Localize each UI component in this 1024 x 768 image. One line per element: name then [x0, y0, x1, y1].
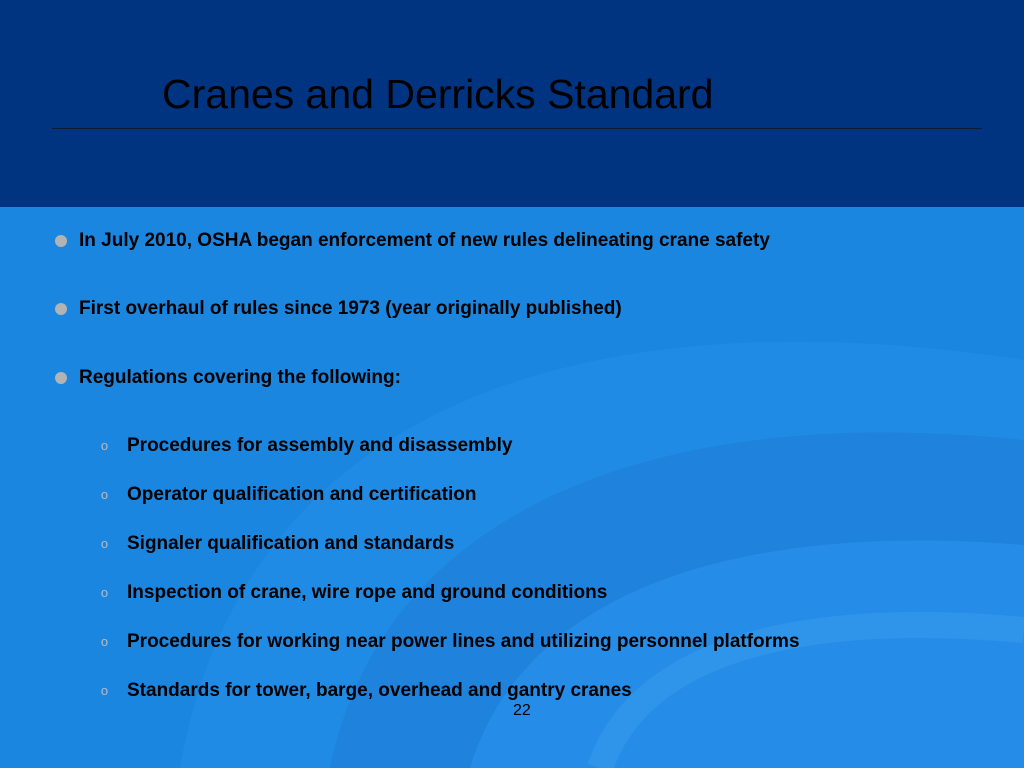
sub-bullet-item — [98, 679, 632, 703]
bullet-text: In July 2010, OSHA began enforcement of new rules delineating crane safety — [79, 230, 770, 251]
title-divider — [52, 128, 982, 129]
sub-bullet-text: Standards for tower, barge, overhead and gantry cranes — [127, 680, 632, 701]
bullet-dot-icon — [55, 372, 67, 384]
bullet-dot-icon — [55, 235, 67, 247]
sub-bullet-item — [98, 581, 607, 605]
hollow-circle-bullet-icon: o — [100, 634, 109, 649]
sub-bullet-item — [98, 434, 512, 458]
hollow-circle-bullet-icon: o — [100, 536, 109, 551]
bullet-item — [55, 229, 770, 253]
bullet-item — [55, 366, 401, 390]
bullet-text: Regulations covering the following: — [79, 367, 401, 388]
sub-bullet-text: Procedures for working near power lines and utilizing personnel platforms — [127, 631, 800, 652]
bullet-item — [55, 297, 622, 321]
hollow-circle-bullet-icon: o — [100, 683, 109, 698]
sub-bullet-text: Signaler qualification and standards — [127, 533, 455, 554]
slide-title: Cranes and Derricks Standard — [162, 71, 714, 117]
hollow-circle-bullet-icon: o — [100, 585, 109, 600]
slide-number: 22 — [513, 702, 531, 719]
sub-bullet-item — [98, 630, 800, 654]
bullet-text: First overhaul of rules since 1973 (year originally published) — [79, 298, 622, 319]
hollow-circle-bullet-icon: o — [100, 438, 109, 453]
sub-bullet-item — [98, 532, 454, 556]
sub-bullet-text: Operator qualification and certification — [127, 484, 477, 505]
hollow-circle-bullet-icon: o — [100, 487, 109, 502]
sub-bullet-item — [98, 483, 476, 507]
sub-bullet-text: Procedures for assembly and disassembly — [127, 435, 513, 456]
bullet-dot-icon — [55, 303, 67, 315]
sub-bullet-text: Inspection of crane, wire rope and ground conditions — [127, 582, 608, 603]
